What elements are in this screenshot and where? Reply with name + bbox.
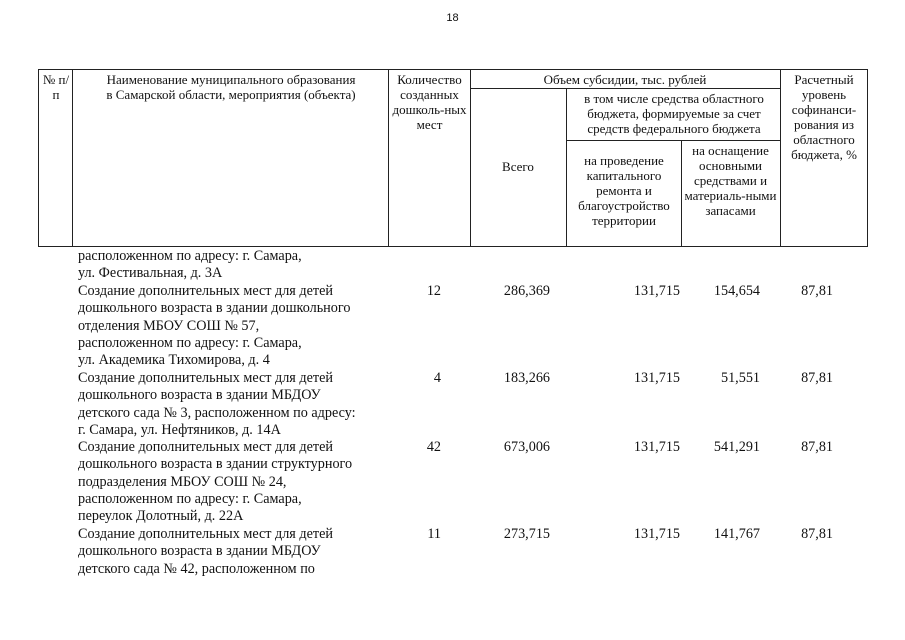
header-divider bbox=[470, 88, 780, 89]
header-capital: на проведение капитального ремонта и благоустройство территории bbox=[578, 153, 670, 228]
row-name-line: дошкольного возраста в здании структурного bbox=[78, 456, 353, 473]
row-rate: 87,81 bbox=[801, 370, 833, 386]
row-name bbox=[78, 526, 388, 578]
row-name-line: ул. Фестивальная, д. 3А bbox=[78, 265, 223, 282]
header-divider bbox=[388, 69, 389, 247]
row-name-line: дошкольного возраста в здании дошкольного bbox=[78, 300, 351, 317]
row-name-line: отделения МБОУ СОШ № 57, bbox=[78, 317, 260, 334]
table-row bbox=[0, 441, 905, 528]
table-body bbox=[0, 250, 905, 583]
header-quantity: Количество созданных дошколь-ных мест bbox=[392, 72, 467, 132]
table-row bbox=[0, 372, 905, 441]
row-capital: 131,715 bbox=[633, 283, 680, 299]
row-name-line: Создание дополнительных мест для детей bbox=[78, 283, 333, 299]
row-total: 273,715 bbox=[503, 526, 550, 542]
row-rate: 87,81 bbox=[801, 439, 833, 455]
header-border-right bbox=[867, 69, 868, 247]
table-header bbox=[38, 69, 868, 247]
row-capital: 131,715 bbox=[633, 439, 680, 455]
header-divider bbox=[780, 69, 781, 247]
header-divider bbox=[72, 69, 73, 247]
row-name-line: ул. Академика Тихомирова, д. 4 bbox=[78, 352, 270, 369]
row-rate: 87,81 bbox=[801, 526, 833, 542]
row-name-line: расположенном по адресу: г. Самара, bbox=[78, 490, 302, 507]
header-equipment: на оснащение основными средствами и материаль-ными запасами bbox=[684, 143, 777, 218]
row-name-line: дошкольного возраста в здании МБДОУ bbox=[78, 543, 321, 560]
row-name-line: Создание дополнительных мест для детей bbox=[78, 526, 333, 542]
header-name: Наименование муниципального образования в Самарской области, мероприятия (объекта) bbox=[106, 72, 356, 102]
row-rate: 87,81 bbox=[801, 283, 833, 299]
row-name-line: Создание дополнительных мест для детей bbox=[78, 439, 333, 455]
row-equipment: 541,291 bbox=[713, 439, 760, 455]
row-name-line: переулок Долотный, д. 22А bbox=[78, 508, 244, 525]
row-name-line: расположенном по адресу: г. Самара, bbox=[78, 248, 302, 264]
row-name-line: расположенном по адресу: г. Самара, bbox=[78, 334, 302, 351]
row-name bbox=[78, 283, 388, 369]
row-name-line: г. Самара, ул. Нефтяников, д. 14А bbox=[78, 421, 281, 438]
header-subsidy: Объем субсидии, тыс. рублей bbox=[543, 72, 707, 87]
row-capital: 131,715 bbox=[633, 526, 680, 542]
row-quantity: 42 bbox=[426, 439, 441, 455]
header-rate: Расчетный уровень софинанси-рования из областного бюджета, % bbox=[791, 72, 857, 162]
row-name-line: детского сада № 42, расположенном по bbox=[78, 560, 315, 577]
header-total: Всего bbox=[502, 159, 534, 174]
header-divider bbox=[566, 140, 780, 141]
table-row bbox=[0, 250, 905, 285]
row-total: 673,006 bbox=[503, 439, 550, 455]
row-equipment: 154,654 bbox=[713, 283, 760, 299]
row-quantity: 11 bbox=[427, 526, 441, 542]
row-equipment: 141,767 bbox=[713, 526, 760, 542]
row-quantity: 12 bbox=[426, 283, 441, 299]
table-row bbox=[0, 528, 905, 583]
header-border-left bbox=[38, 69, 39, 247]
header-border-top bbox=[38, 69, 868, 70]
row-total: 183,266 bbox=[503, 370, 550, 386]
header-divider bbox=[470, 69, 471, 247]
header-number: № п/п bbox=[42, 72, 70, 102]
header-border-bottom bbox=[38, 246, 868, 247]
table-row bbox=[0, 285, 905, 372]
row-capital: 131,715 bbox=[633, 370, 680, 386]
row-name-line: дошкольного возраста в здании МБДОУ bbox=[78, 387, 321, 404]
header-federal: в том числе средства областного бюджета, формируемые за счет средств федерального бюджета bbox=[584, 91, 764, 136]
row-quantity: 4 bbox=[433, 370, 441, 386]
row-total: 286,369 bbox=[503, 283, 550, 299]
row-name bbox=[78, 370, 388, 439]
row-name bbox=[78, 248, 388, 283]
row-name bbox=[78, 439, 388, 525]
row-name-line: подразделения МБОУ СОШ № 24, bbox=[78, 473, 287, 490]
page-number: 18 bbox=[446, 12, 459, 24]
row-equipment: 51,551 bbox=[720, 370, 760, 386]
row-name-line: Создание дополнительных мест для детей bbox=[78, 370, 333, 386]
row-name-line: детского сада № 3, расположенном по адресу: bbox=[78, 404, 356, 421]
